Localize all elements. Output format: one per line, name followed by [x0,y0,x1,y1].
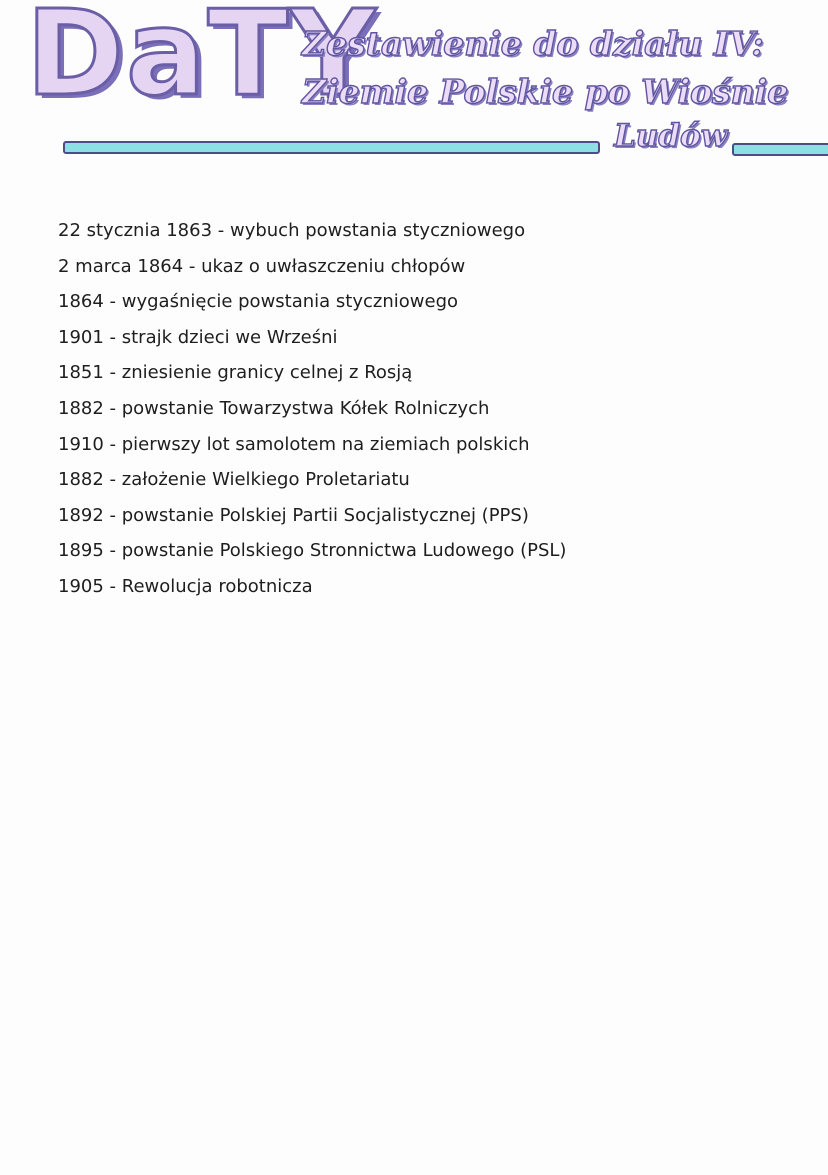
date-entry: 1910 - pierwszy lot samolotem na ziemiach polskich [58,433,530,455]
decorative-rule-right [732,143,828,156]
subtitle-line-2: Ziemie Polskie po Wiośnie [302,72,789,111]
date-entry: 22 stycznia 1863 - wybuch powstania styczniowego [58,220,526,241]
date-entry: 1895 - powstanie Polskiego Stronnictwa Ludowego (PSL) [58,540,567,562]
date-entry: 1882 - powstanie Towarzystwa Kółek Rolniczych [58,397,490,419]
date-entry: 1851 - zniesienie granicy celnej z Rosją [58,362,413,384]
page-subtitle [302,20,822,156]
decorative-rule-left [63,141,600,154]
date-entry: 1864 - wygaśnięcie powstania styczniowego [58,291,459,313]
date-entry: 1882 - założenie Wielkiego Proletariatu [58,469,410,491]
subtitle-line-1: Zestawienie do działu IV: [302,24,764,63]
subtitle-line-3: Ludów [614,118,728,154]
date-list [58,214,566,606]
page-title: DaTY [26,0,378,122]
date-entry: 2 marca 1864 - ukaz o uwłaszczeniu chłopów [58,255,466,277]
date-entry: 1905 - Rewolucja robotnicza [58,575,313,597]
date-entry: 1892 - powstanie Polskiej Partii Socjalistycznej (PPS) [58,504,529,526]
date-entry: 1901 - strajk dzieci we Wrześni [58,326,338,348]
